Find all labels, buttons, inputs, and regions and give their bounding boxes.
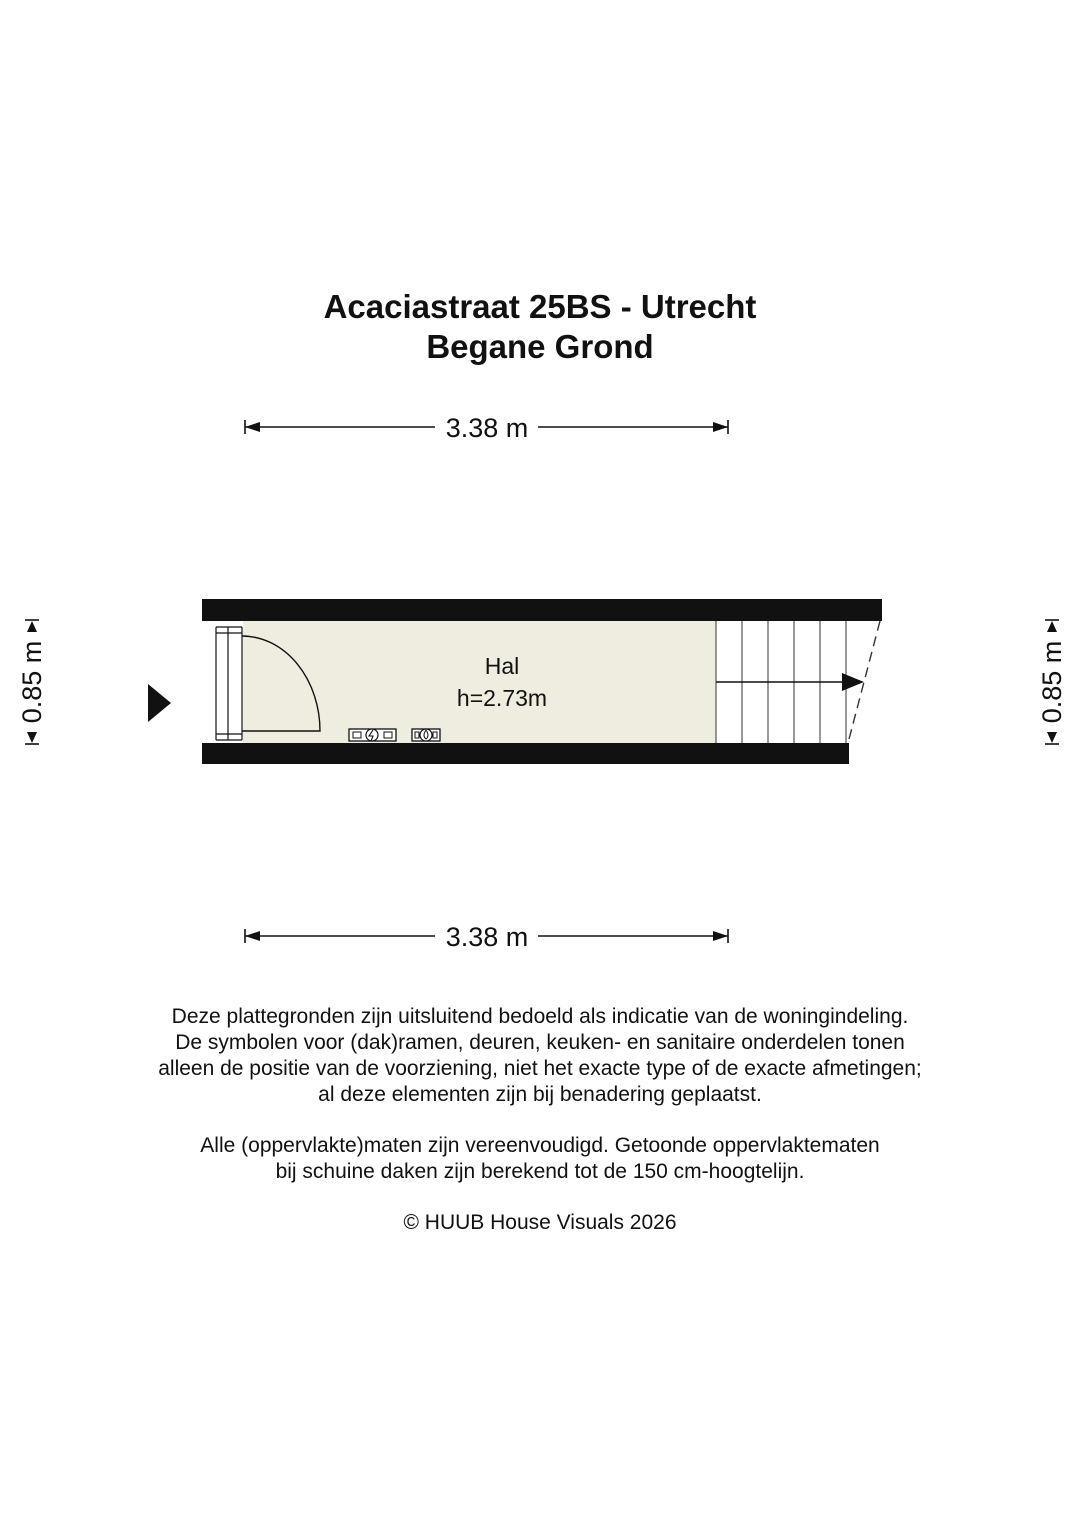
plan-title: Acaciastraat 25BS - Utrecht (323, 288, 757, 325)
left-dimension (17, 620, 47, 744)
water-meter-icon (412, 729, 440, 741)
room-hal-floor (243, 621, 716, 743)
wall-top (202, 599, 882, 621)
left-dimension-label: 0.85 m (17, 640, 47, 724)
disclaimer-paragraph-2 (0, 1133, 1080, 1185)
copyright-notice: © HUUB House Visuals 2026 (403, 1211, 677, 1234)
disclaimer-paragraph-1 (0, 1004, 1080, 1108)
room-height: h=2.73m (456, 685, 548, 711)
floor-name: Begane Grond (426, 328, 654, 365)
disclaimer-line: alleen de positie van de voorziening, niet het exacte type of de exacte afmetingen; (158, 1057, 922, 1080)
entrance-door-frame (202, 621, 243, 743)
disclaimer-line: al deze elementen zijn bij benadering geplaatst. (318, 1083, 762, 1106)
right-dimension (1037, 620, 1067, 744)
wall-bottom (202, 743, 849, 764)
right-dimension-label: 0.85 m (1037, 640, 1067, 724)
top-dimension (245, 413, 728, 443)
entrance-arrow-icon (148, 684, 171, 722)
room-name: Hal (484, 653, 520, 679)
top-dimension-label: 3.38 m (445, 413, 529, 443)
electric-meter-icon (349, 729, 396, 741)
disclaimer-line: De symbolen voor (dak)ramen, deuren, keuken- en sanitaire onderdelen tonen (175, 1031, 905, 1054)
disclaimer-line: bij schuine daken zijn berekend tot de 150 cm-hoogtelijn. (275, 1160, 805, 1183)
disclaimer-line: Alle (oppervlakte)maten zijn vereenvoudigd. Getoonde oppervlaktematen (200, 1134, 880, 1157)
disclaimer-line: Deze plattegronden zijn uitsluitend bedoeld als indicatie van de woningindeling. (171, 1005, 909, 1028)
bottom-dimension (245, 922, 728, 952)
bottom-dimension-label: 3.38 m (445, 922, 529, 952)
